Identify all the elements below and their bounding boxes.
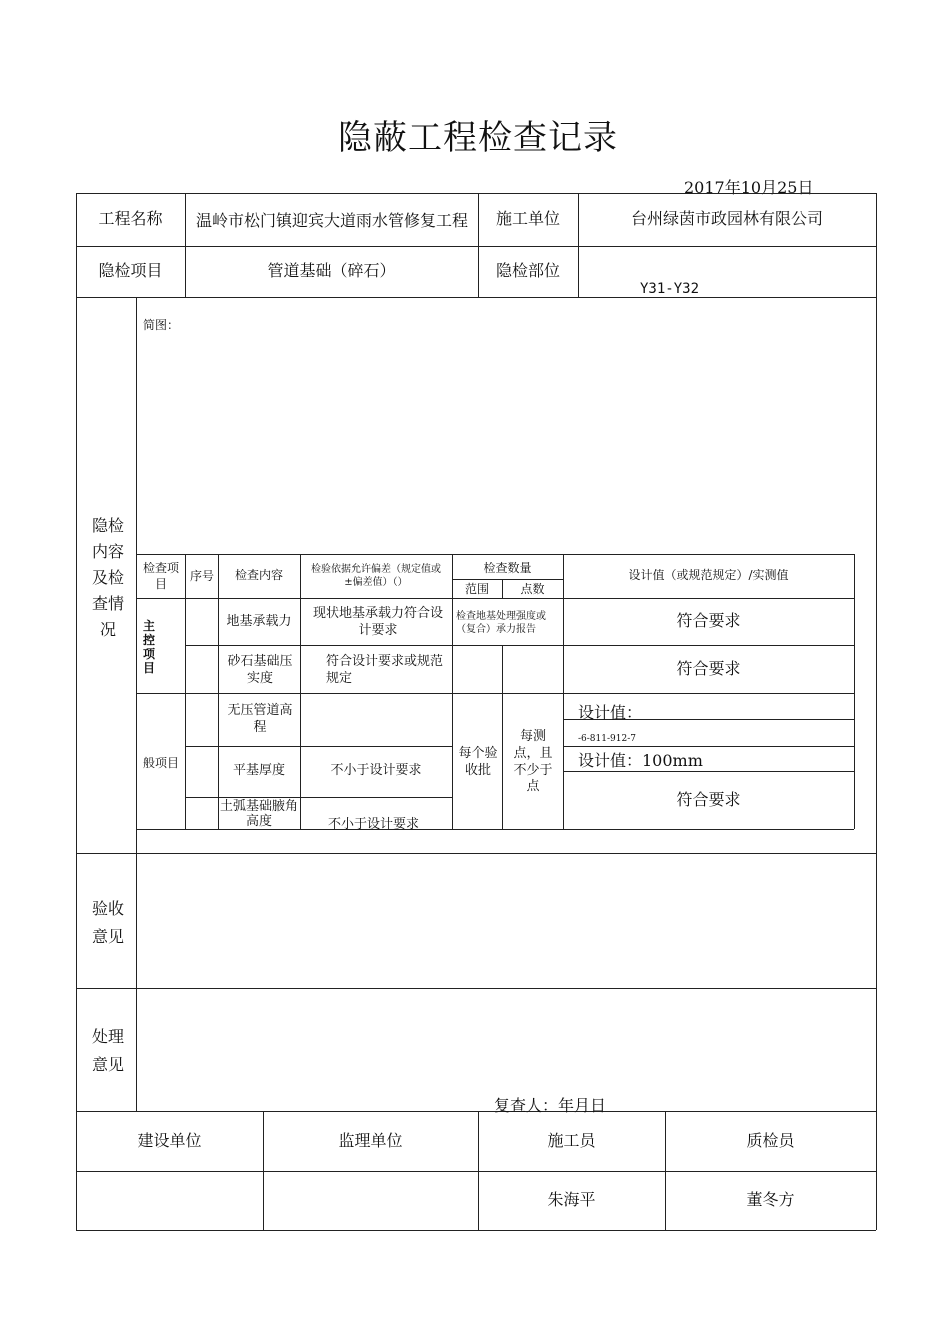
row4-basis: 不小于设计要求	[330, 763, 422, 779]
sign-name-supervisor	[263, 1171, 478, 1230]
page-title: 隐蔽工程检查记录	[338, 118, 618, 158]
row2-content: 砂石基础压实度	[227, 653, 293, 686]
sign-name-owner	[76, 1171, 263, 1230]
row2-result: 符合要求	[676, 658, 741, 678]
reviewer-line: 复查人：年月日	[494, 1096, 607, 1115]
row5-basis: 不小于设计要求	[328, 817, 420, 832]
row4-content: 平基厚度	[232, 763, 285, 779]
row2-basis: 符合设计要求或规范规定	[326, 654, 444, 686]
project-name-label: 工程名称	[98, 209, 163, 229]
sign-label-inspector: 质检员	[746, 1130, 795, 1150]
sign-label-owner: 建设单位	[137, 1130, 202, 1150]
row1-result: 符合要求	[676, 611, 741, 631]
header-points: 点数	[520, 581, 545, 596]
row5-result: 符合要求	[676, 789, 741, 809]
contractor-value: 台州绿茵市政园林有限公司	[630, 209, 823, 229]
header-seq: 序号	[189, 569, 214, 584]
header-basis: 检验依据允许偏差（规定值或±偏差值）（）	[311, 564, 441, 588]
inspection-item-value: 管道基础（碎石）	[267, 261, 396, 281]
row3-measured: -6-811-912-7	[578, 734, 636, 744]
row3-design-label: 设计值：	[578, 703, 643, 722]
sign-label-supervisor: 监理单位	[338, 1130, 403, 1150]
general-group-label: 般项目	[142, 756, 179, 771]
content-side-label: 隐检内容及检查情况	[91, 516, 124, 639]
header-check-item: 检查项目	[142, 561, 179, 591]
row4-design-value: 设计值：100mm	[578, 751, 703, 770]
inspection-location-value: Y31-Y32	[640, 281, 700, 297]
row1-quantity-note: 检查地基处理强度或（复合）承力报告	[456, 610, 546, 635]
record-date: 2017年10月25日	[684, 178, 814, 197]
inspection-location-label: 隐检部位	[495, 261, 560, 281]
row1-content: 地基承载力	[226, 614, 292, 630]
row1-basis: 现状地基承载力符合设计要求	[312, 606, 443, 638]
sign-name-builder: 朱海平	[547, 1190, 596, 1210]
inspection-item-label: 隐检项目	[98, 261, 163, 281]
acceptance-label: 验收意见	[91, 899, 124, 946]
handling-label: 处理意见	[91, 1027, 124, 1074]
row5-content: 土弧基础腋角高度	[220, 799, 299, 829]
range-note: 每个验收批	[458, 745, 498, 778]
row3-content: 无压管道高程	[227, 702, 293, 735]
contractor-label: 施工单位	[495, 209, 560, 229]
header-quantity: 检查数量	[483, 560, 532, 575]
points-note: 每测点，且不少于点	[513, 728, 553, 795]
sign-label-builder: 施工员	[547, 1130, 596, 1150]
header-content: 检查内容	[234, 568, 283, 583]
header-range: 范围	[464, 581, 489, 596]
sketch-label: 简图：	[143, 318, 180, 332]
header-design: 设计值（或规范规定）/实测值	[628, 568, 789, 583]
sign-name-inspector: 董冬方	[746, 1190, 795, 1210]
main-group-label: 主控项目	[142, 619, 155, 675]
project-name-value: 温岭市松门镇迎宾大道雨水管修复工程	[195, 210, 468, 230]
